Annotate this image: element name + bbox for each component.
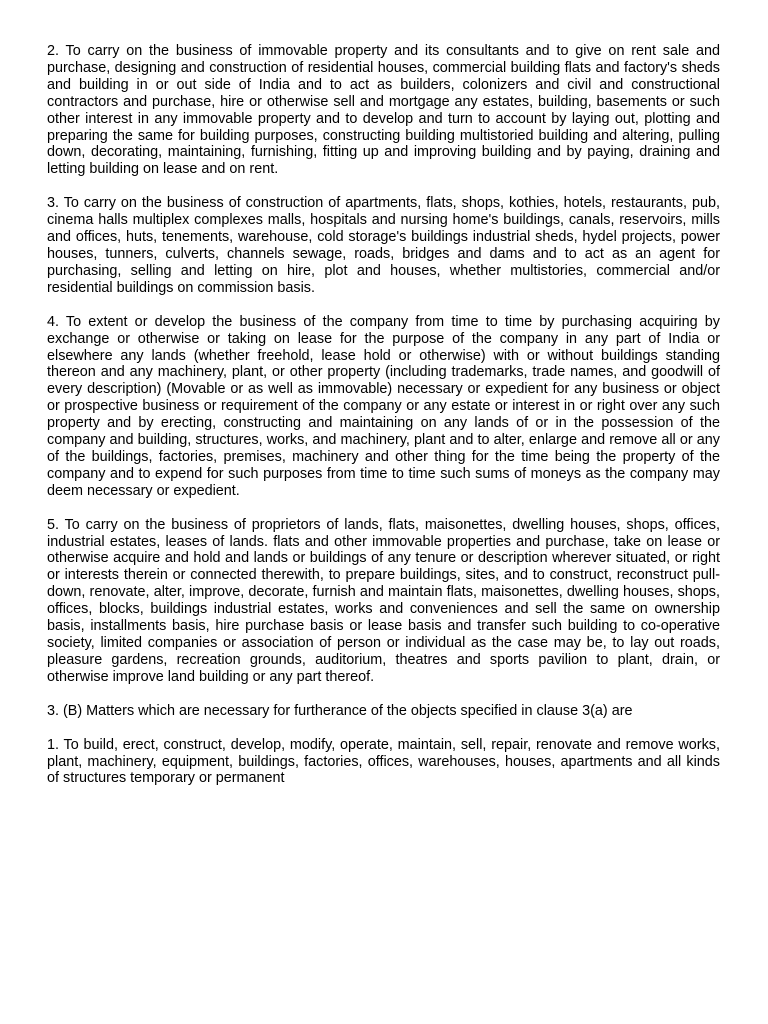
clause-3-paragraph: 3. To carry on the business of construction of apartments, flats, shops, kothies, hotels, restaurants, pub, cinema halls multiplex complexes malls, hospitals and nursing home's buildings, canals, reservoirs, mills and offices, huts, tenements, warehouse, cold storage's buildings industrial sheds, hydel projects, power houses, tunners, culverts, channels sewage, roads, bridges and dams and to act as an agent for purchasing, selling and letting on hire, plot and houses, whether multistories, commercial and/or residential buildings on commission basis.	[47, 195, 720, 296]
clause-3b-heading: 3. (B) Matters which are necessary for furtherance of the objects specified in clause 3(a) are	[47, 702, 633, 719]
document-page	[47, 43, 720, 787]
clause-3b-item-1-paragraph: 1. To build, erect, construct, develop, modify, operate, maintain, sell, repair, renovate and remove works, plant, machinery, equipment, buildings, factories, offices, warehouses, houses, apartments and all kinds of structures temporary or permanent	[47, 736, 720, 787]
clause-5-paragraph: 5. To carry on the business of proprietors of lands, flats, maisonettes, dwelling houses, shops, offices, industrial estates, leases of lands. flats and other immovable properties and purchase, take on lease or otherwise acquire and hold and lands or buildings of any tenure or description wherever situated, or right or interests therein or connected therewith, to prepare buildings, sites, and to construct, reconstruct pull-down, renovate, alter, improve, decorate, furnish and maintain flats, maisonettes, dwelling houses, shops, offices, blocks, buildings industrial estates, works and conveniences and sell the same on ownership basis, installments basis, hire purchase basis or lease basis and transfer such building to co-operative society, limited companies or association of person or individual as the case may be, to lay out roads, pleasure gardens, recreation grounds, auditorium, theatres and sports pavilion to plant, drain, or otherwise improve land building or any part thereof.	[47, 516, 720, 685]
clause-4-paragraph: 4. To extent or develop the business of the company from time to time by purchasing acquiring by exchange or otherwise or taking on lease for the purpose of the company in any part of India or elsewhere any lands (whether freehold, lease hold or otherwise) with or without buildings standing thereon and any machinery, plant, or other property (including trademarks, trade names, and goodwill of every description) (Movable or as well as immovable) necessary or expedient for any business or object or prospective business or requirement of the company or any estate or interest in or right over any such property and by erecting, constructing and maintaining on any lands of or in the possession of the company and building, structures, works, and machinery, plant and to alter, enlarge and remove all or any of the buildings, factories, premises, machinery and other thing for the time being the property of the company and to expend for such purposes from time to time such sums of moneys as the company may deem necessary or expedient.	[47, 313, 720, 499]
clause-2-paragraph: 2. To carry on the business of immovable property and its consultants and to give on rent sale and purchase, designing and construction of residential houses, commercial building flats and factory's sheds and building in or out side of India and to act as builders, colonizers and civil and constructional contractors and purchase, hire or otherwise sell and mortgage any estates, building, basements or such other interest in any immovable property and to develop and turn to account by laying out, plotting and preparing the same for building purposes, constructing building multistoried building and altering, pulling down, decorating, maintaining, furnishing, fitting up and improving building and by paying, draining and letting building on lease and on rent.	[47, 43, 720, 178]
